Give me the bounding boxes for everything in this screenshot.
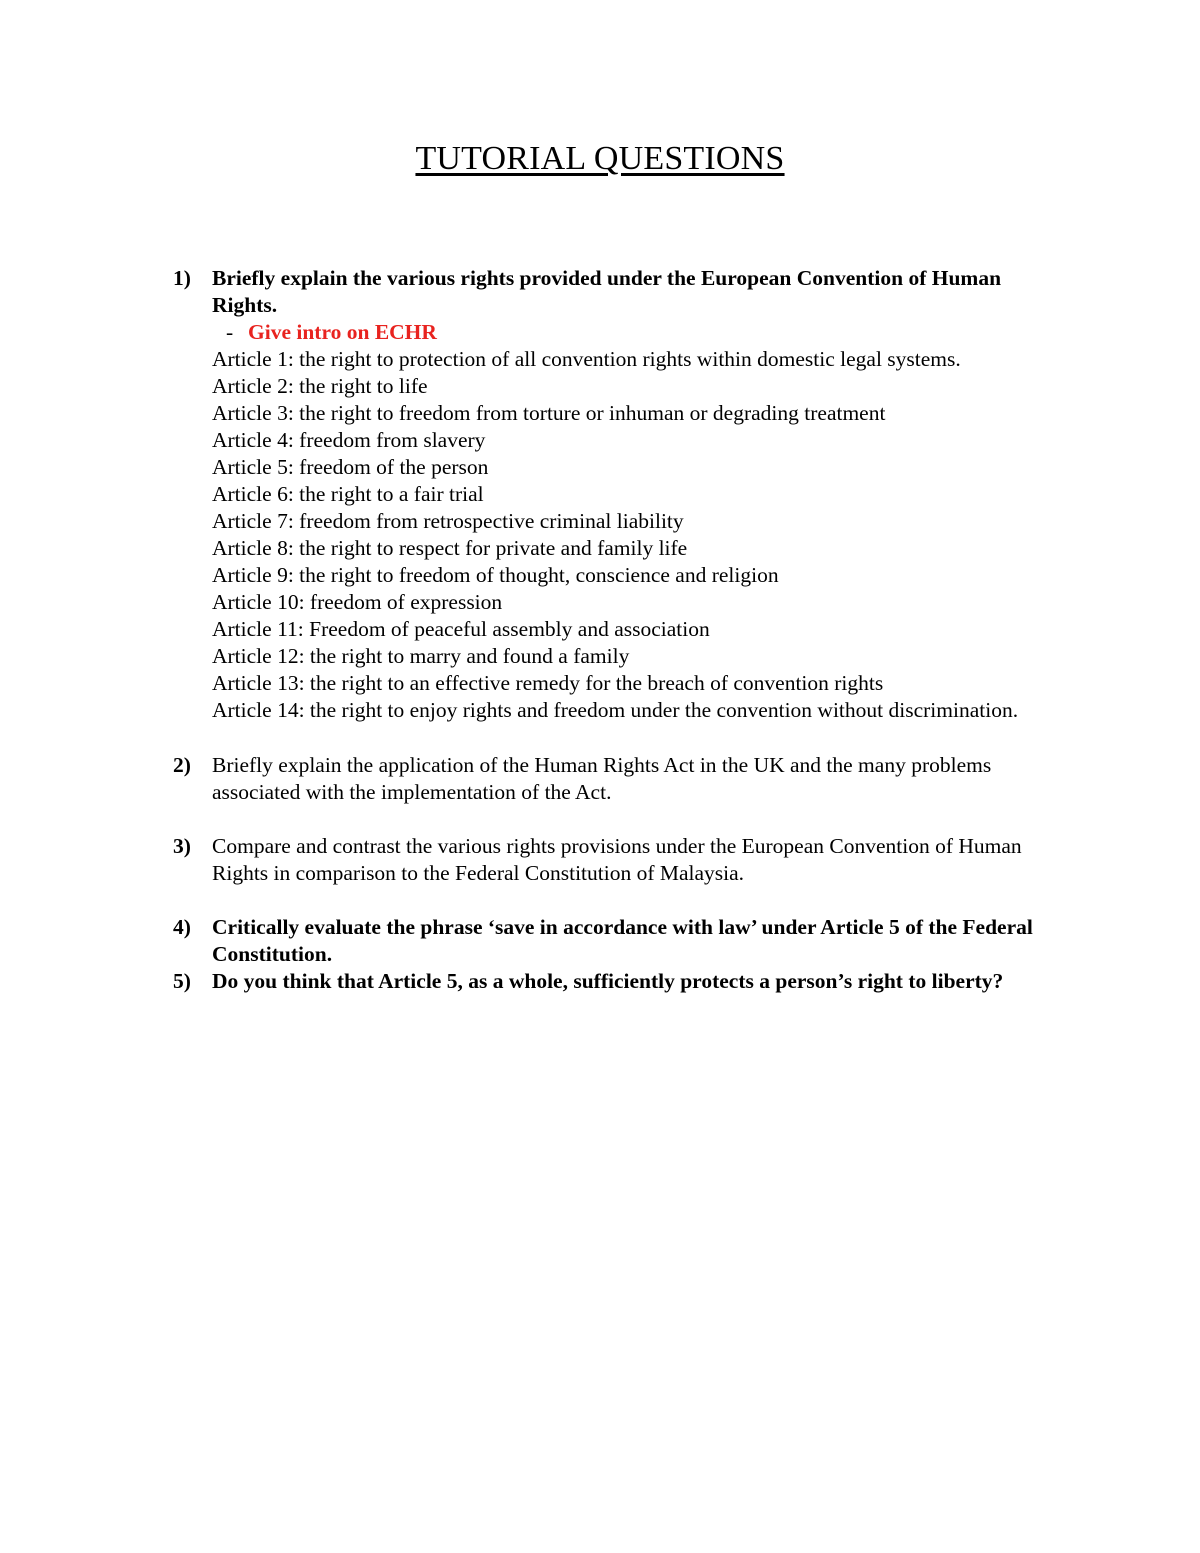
question-number: 3) [173, 834, 191, 858]
question-number: 1) [173, 266, 191, 290]
list-item: Article 10: freedom of expression [212, 590, 503, 614]
list-item: Article 6: the right to a fair trial [212, 482, 484, 506]
list-item: Article 2: the right to life [212, 374, 428, 398]
list-item: Article 14: the right to enjoy rights and freedom under the convention without discrimination. [212, 698, 1019, 722]
list-item: Article 5: freedom of the person [212, 455, 489, 479]
list-item: Article 13: the right to an effective remedy for the breach of convention rights [212, 671, 884, 695]
note-line [212, 319, 1042, 346]
list-item: Article 4: freedom from slavery [212, 428, 486, 452]
list-item: Article 9: the right to freedom of thought, conscience and religion [212, 563, 779, 587]
page-title: TUTORIAL QUESTIONS [415, 140, 785, 177]
list-item: Article 7: freedom from retrospective criminal liability [212, 509, 684, 533]
article-list [212, 346, 1042, 724]
question-text: Critically evaluate the phrase ‘save in accordance with law’ under Article 5 of the Federal Constitution. [212, 915, 1033, 966]
question-number: 2) [173, 753, 191, 777]
note-text: Give intro on ECHR [248, 320, 437, 344]
note-dash: - [226, 320, 234, 344]
question-body [212, 265, 1042, 724]
list-item: Article 1: the right to protection of all convention rights within domestic legal systems. [212, 347, 961, 371]
question-text: Briefly explain the application of the Human Rights Act in the UK and the many problems associated with the implementation of the Act. [212, 753, 992, 804]
list-item: Article 3: the right to freedom from torture or inhuman or degrading treatment [212, 401, 886, 425]
question-text: Compare and contrast the various rights provisions under the European Convention of Human Rights in comparison to the Federal Constitution of Malaysia. [212, 834, 1022, 885]
question-number: 5) [173, 969, 191, 993]
list-item: Article 8: the right to respect for private and family life [212, 536, 688, 560]
question-number: 4) [173, 915, 191, 939]
question-text: Briefly explain the various rights provided under the European Convention of Human Rights. [212, 266, 1002, 317]
list-item: Article 11: Freedom of peaceful assembly and association [212, 617, 710, 641]
list-item: Article 12: the right to marry and found a family [212, 644, 630, 668]
question-text: Do you think that Article 5, as a whole, sufficiently protects a person’s right to liberty? [212, 969, 1004, 993]
